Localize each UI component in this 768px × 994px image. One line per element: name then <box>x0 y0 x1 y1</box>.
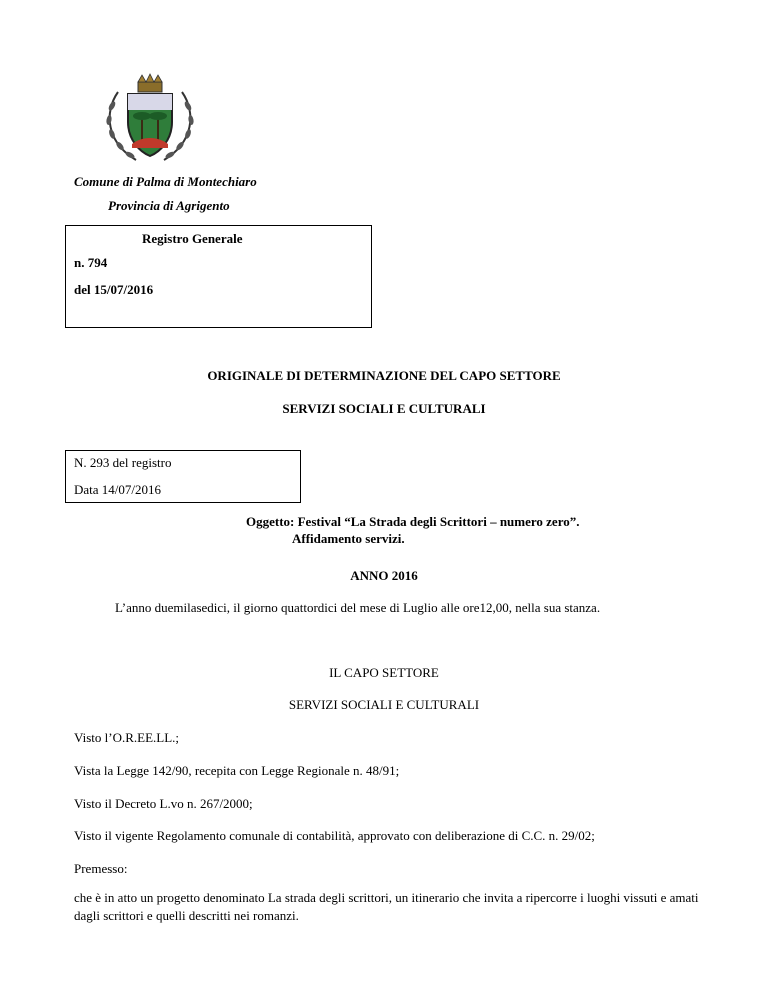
paragraph-line1: che è in atto un progetto denominato La strada degli scrittori, un itinerario che invita a ripercorre i luoghi vissuti e amati <box>74 890 699 905</box>
registro-generale-numero: n. 794 <box>74 255 108 270</box>
capo-settore-subtitle: SERVIZI SOCIALI E CULTURALI <box>288 697 480 712</box>
comune-name: Comune di Palma di Montechiaro <box>74 174 257 189</box>
intro-text: L’anno duemilasedici, il giorno quattordici del mese di Luglio alle ore12,00, nella sua stanza. <box>115 600 601 615</box>
oggetto-line1: Oggetto: Festival “La Strada degli Scrittori – numero zero”. <box>246 514 580 529</box>
registro-generale-data: del 15/07/2016 <box>74 282 154 297</box>
registro-generale-title: Registro Generale <box>142 231 243 246</box>
registro-settore-data: Data 14/07/2016 <box>74 482 162 497</box>
determinazione-title: ORIGINALE DI DETERMINAZIONE DEL CAPO SETTORE <box>207 368 561 383</box>
capo-settore-title: IL CAPO SETTORE <box>329 665 439 680</box>
oggetto-line2: Affidamento servizi. <box>292 531 405 546</box>
visto-regolamento: Visto il vigente Regolamento comunale di contabilità, approvato con deliberazione di C.C. n. 29/02; <box>74 828 595 843</box>
determinazione-subtitle: SERVIZI SOCIALI E CULTURALI <box>282 401 486 416</box>
paragraph-line2: dagli scrittori e quelli descritti nei romanzi. <box>74 908 299 923</box>
coat-of-arms-emblem <box>100 72 200 167</box>
registro-settore-numero: N. 293 del registro <box>74 455 172 470</box>
anno: ANNO 2016 <box>350 568 418 583</box>
visto-decreto: Visto il Decreto L.vo n. 267/2000; <box>74 796 253 811</box>
registro-settore-box <box>65 450 301 503</box>
registro-generale-box <box>65 225 372 328</box>
vista-legge: Vista la Legge 142/90, recepita con Legge Regionale n. 48/91; <box>74 763 400 778</box>
provincia-name: Provincia di Agrigento <box>108 198 230 213</box>
premesso: Premesso: <box>74 861 128 876</box>
visto-oreell: Visto l’O.R.EE.LL.; <box>74 730 180 745</box>
